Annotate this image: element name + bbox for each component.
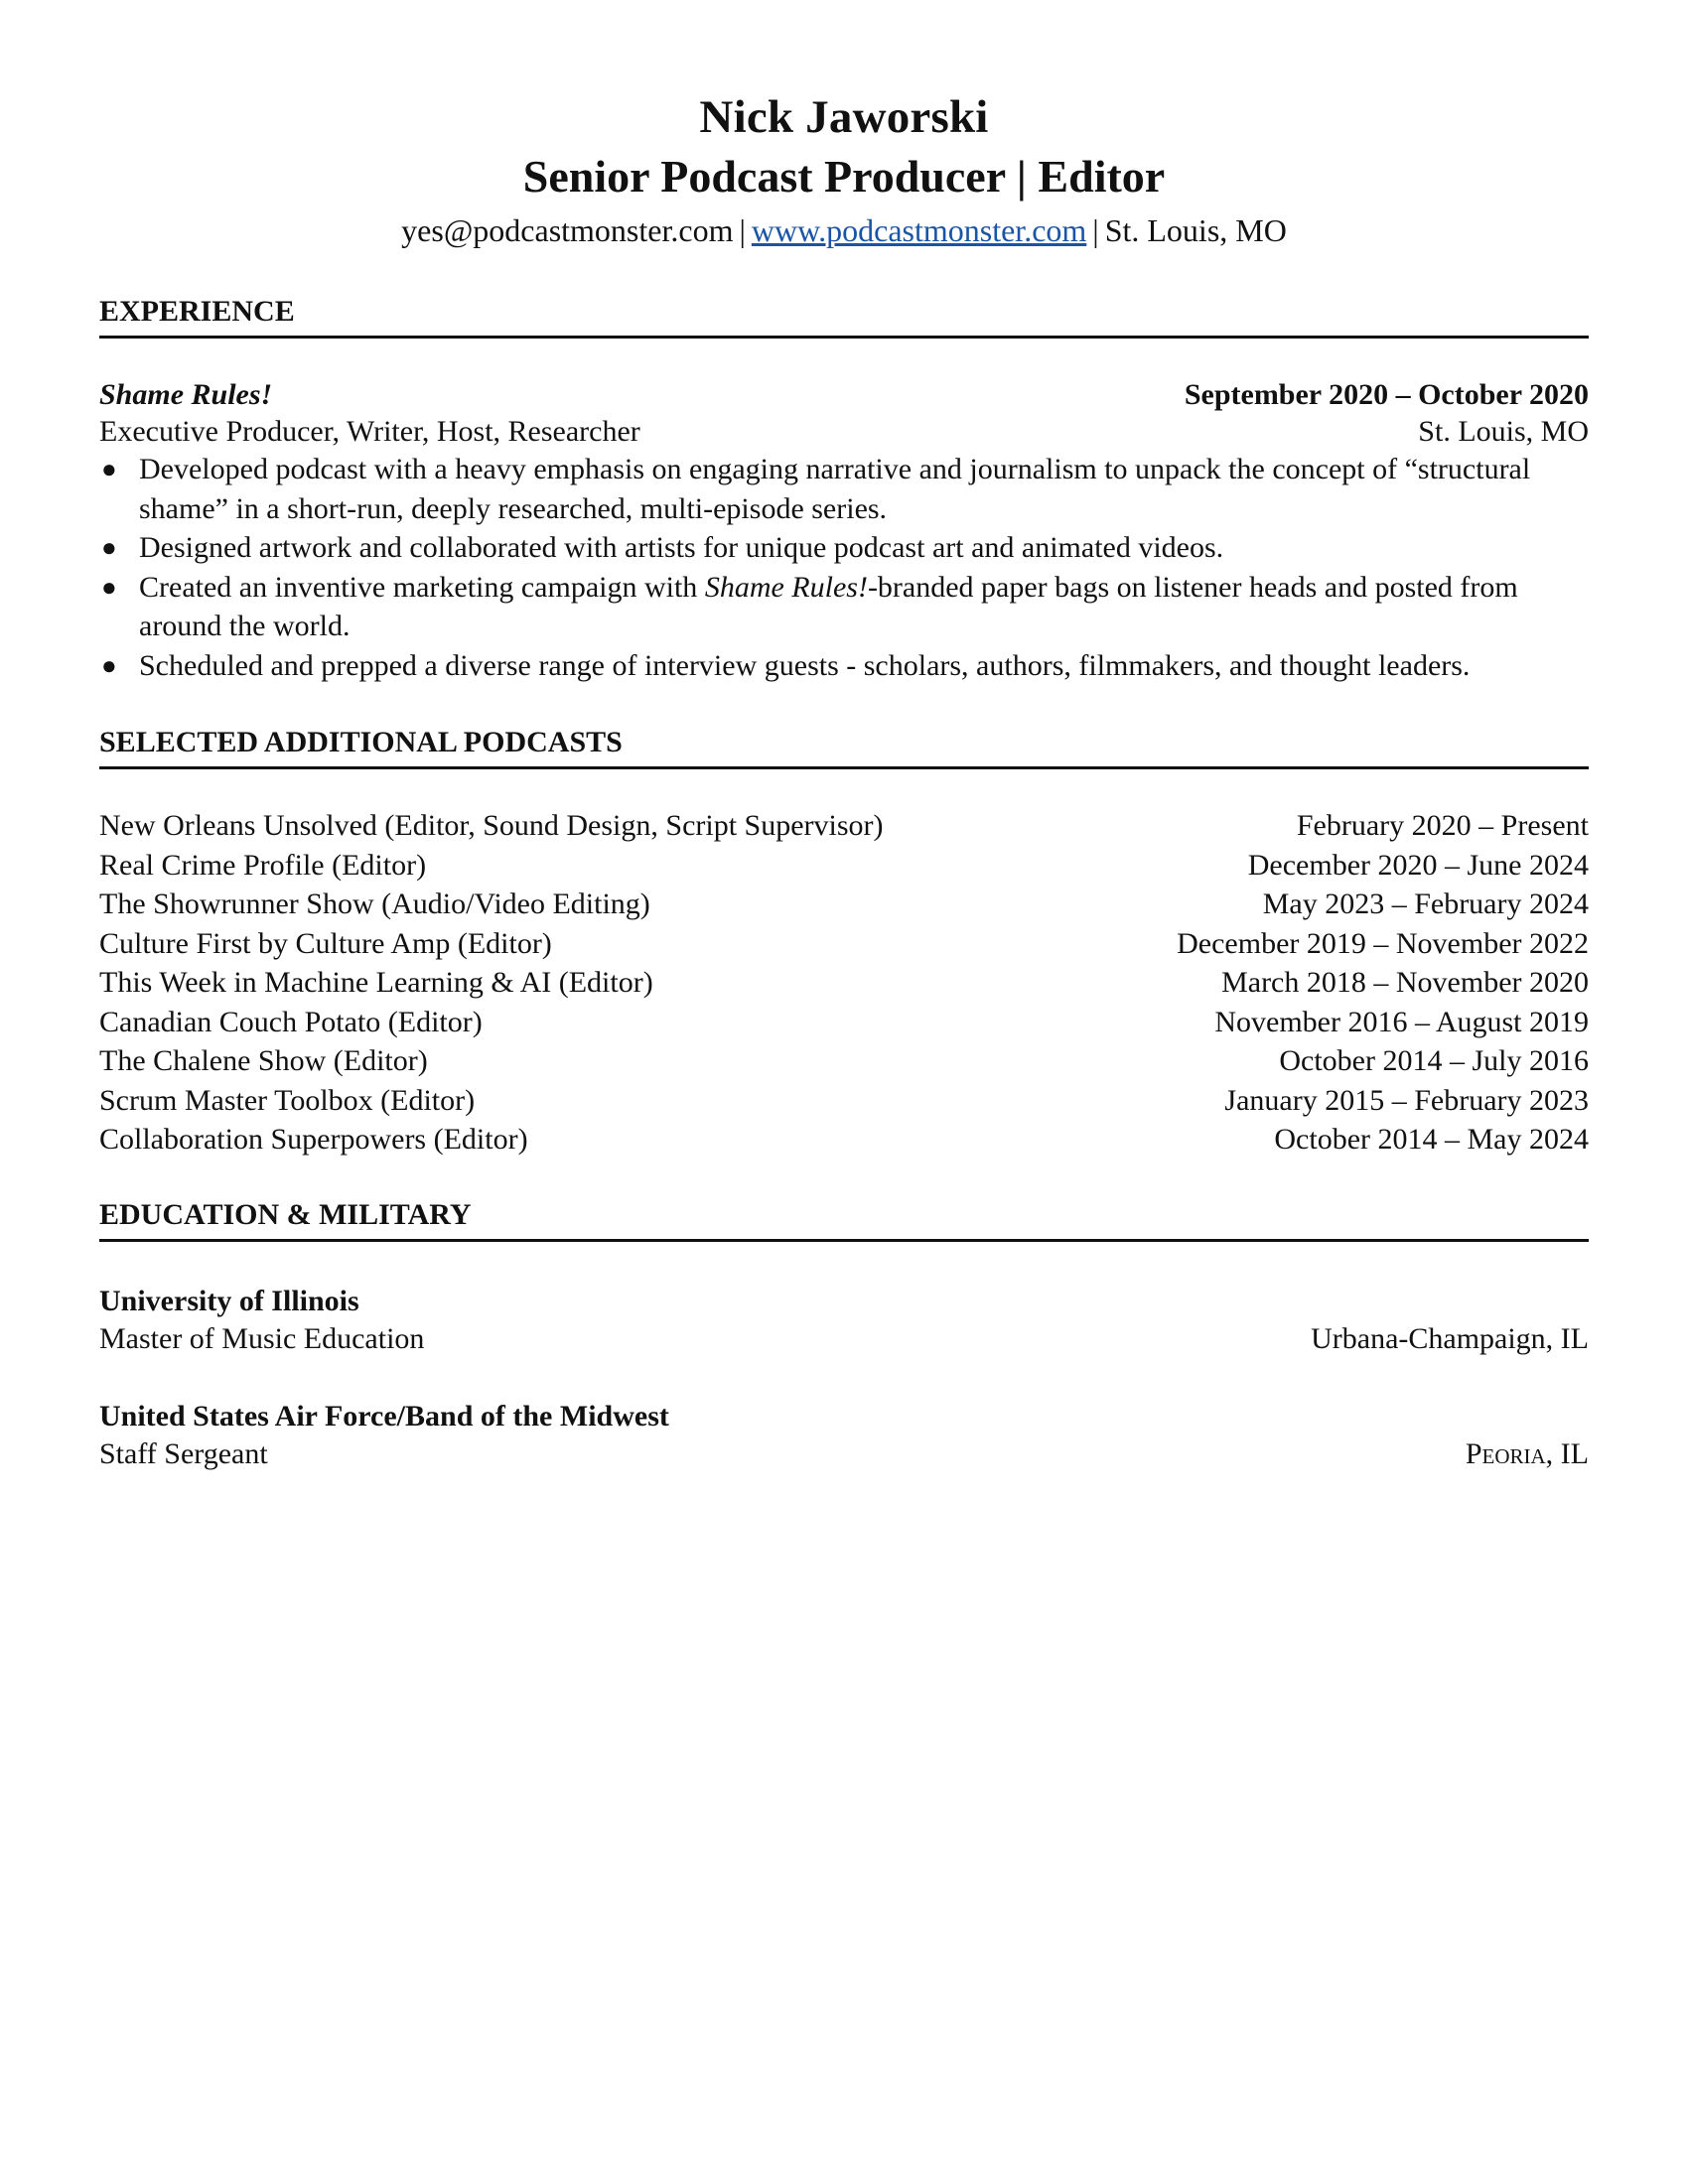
podcast-dates: March 2018 – November 2020 xyxy=(1221,966,1589,999)
podcast-row xyxy=(99,1042,1589,1080)
contact-location: St. Louis, MO xyxy=(1104,212,1287,248)
podcast-name: Canadian Couch Potato (Editor) xyxy=(99,1005,483,1038)
military-rank: Staff Sergeant xyxy=(99,1437,268,1470)
education-org: University of Illinois xyxy=(99,1285,359,1317)
education-location: Urbana-Champaign, IL xyxy=(1311,1322,1589,1355)
podcast-name: This Week in Machine Learning & AI (Editor) xyxy=(99,966,653,999)
section-divider xyxy=(99,766,1589,769)
podcast-dates: October 2014 – May 2024 xyxy=(1274,1123,1589,1156)
podcast-row xyxy=(99,964,1589,1002)
podcast-dates: December 2020 – June 2024 xyxy=(1247,848,1589,882)
resume-page xyxy=(99,0,1589,2184)
experience-heading: EXPERIENCE xyxy=(99,295,295,328)
podcast-dates: December 2019 – November 2022 xyxy=(1177,926,1589,960)
podcast-row xyxy=(99,847,1589,885)
education-org-row xyxy=(99,1283,1589,1320)
podcast-name: Scrum Master Toolbox (Editor) xyxy=(99,1083,476,1117)
military-detail-row xyxy=(99,1435,1589,1473)
contact-line xyxy=(99,210,1589,250)
podcasts-heading: SELECTED ADDITIONAL PODCASTS xyxy=(99,726,623,758)
candidate-title: Senior Podcast Producer | Editor xyxy=(522,151,1166,202)
job-location: St. Louis, MO xyxy=(1418,415,1589,448)
podcast-row xyxy=(99,1082,1589,1120)
podcast-row xyxy=(99,886,1589,923)
list-item: ● Created an inventive marketing campaign with Shame Rules!-branded paper bags on listener heads and posted from around the world. xyxy=(99,568,1589,646)
podcast-name: The Chalene Show (Editor) xyxy=(99,1044,428,1077)
list-item: ● Scheduled and prepped a diverse range of interview guests - scholars, authors, filmmakers, and thought leaders. xyxy=(99,646,1589,686)
podcast-dates: February 2020 – Present xyxy=(1296,809,1589,842)
job-role-row xyxy=(99,413,1589,451)
candidate-name: Nick Jaworski xyxy=(699,91,989,143)
podcast-dates: January 2015 – February 2023 xyxy=(1224,1083,1589,1117)
podcast-name: Real Crime Profile (Editor) xyxy=(99,848,427,882)
section-divider xyxy=(99,1239,1589,1242)
job-bullet-list xyxy=(99,450,1589,685)
podcast-row xyxy=(99,1121,1589,1159)
podcast-name: New Orleans Unsolved (Editor, Sound Design, Script Supervisor) xyxy=(99,809,884,842)
contact-separator: | xyxy=(1092,212,1099,248)
podcast-dates: October 2014 – July 2016 xyxy=(1279,1044,1589,1077)
job-header-row xyxy=(99,376,1589,414)
contact-separator: | xyxy=(739,212,746,248)
podcast-name: The Showrunner Show (Audio/Video Editing) xyxy=(99,887,650,920)
podcast-dates: November 2016 – August 2019 xyxy=(1214,1005,1589,1038)
podcast-dates: May 2023 – February 2024 xyxy=(1262,887,1589,920)
bullet-icon: ● xyxy=(101,455,117,483)
website-link[interactable]: www.podcastmonster.com xyxy=(751,212,1087,248)
list-item: ● Developed podcast with a heavy emphasis on engaging narrative and journalism to unpack the concept of “structural shame” in a short-run, deeply researched, multi-episode series. xyxy=(99,450,1589,528)
education-detail-row xyxy=(99,1320,1589,1358)
military-org: United States Air Force/Band of the Midwest xyxy=(99,1400,669,1433)
bullet-icon: ● xyxy=(101,650,117,680)
podcast-name: Collaboration Superpowers (Editor) xyxy=(99,1123,528,1156)
section-divider xyxy=(99,336,1589,339)
job-role: Executive Producer, Writer, Host, Researcher xyxy=(99,415,640,448)
campaign-name: Shame Rules! xyxy=(704,570,868,604)
education-detail: Master of Music Education xyxy=(99,1322,425,1355)
military-org-row xyxy=(99,1398,1589,1435)
job-company: Shame Rules! xyxy=(99,378,273,411)
job-dates: September 2020 – October 2020 xyxy=(1184,378,1589,411)
podcast-name: Culture First by Culture Amp (Editor) xyxy=(99,926,552,960)
military-location: Peoria, IL xyxy=(1465,1437,1589,1470)
podcast-row xyxy=(99,807,1589,845)
bullet-icon: ● xyxy=(101,572,117,602)
education-heading: EDUCATION & MILITARY xyxy=(99,1198,472,1231)
contact-email: yes@podcastmonster.com xyxy=(401,212,734,248)
podcast-row xyxy=(99,925,1589,963)
bullet-icon: ● xyxy=(101,533,117,562)
list-item: ● Designed artwork and collaborated with artists for unique podcast art and animated videos. xyxy=(99,528,1589,568)
podcast-row xyxy=(99,1004,1589,1041)
